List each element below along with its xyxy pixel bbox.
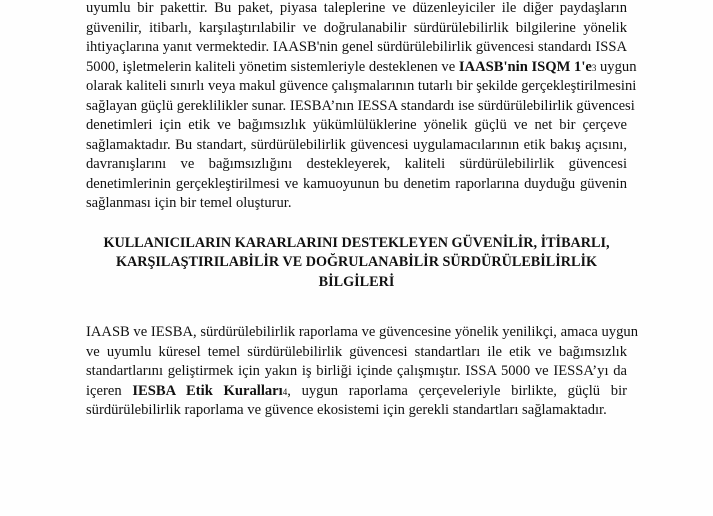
text-line: uyumlu bir pakettir. Bu paket, piyasa taleplerine ve düzenleyiciler ile diğer paydaşların xyxy=(86,0,627,16)
text-line xyxy=(86,382,627,402)
text-run: , uygun raporlama çerçeveleriyle birlikte, güçlü bir xyxy=(287,382,627,399)
paragraph-intro xyxy=(86,0,637,214)
text-line: sürdürülebilirlik raporlama ve güvence ekosistemi için gerekli standartları sağlamaktadır. xyxy=(86,402,607,418)
section-heading xyxy=(86,234,627,292)
heading-line: KARŞILAŞTIRILABİLİR VE DOĞRULANABİLİR SÜRDÜRÜLEBİLİRLİK xyxy=(115,254,598,271)
text-line: davranışlarını ve bağımsızlığını destekleyerek, kaliteli sürdürülebilirlik güvencesi xyxy=(86,156,627,172)
text-line: sağlayan güçlü gereklilikler sunar. IESBA’nın IESSA standardı ise sürdürülebilirlik güvencesi xyxy=(86,97,635,114)
text-run: uygun xyxy=(596,58,637,75)
text-line: sağlamaktadır. Bu standart, sürdürülebilirlik güvencesi uygulamacılarının etik bakış açısını, xyxy=(86,136,627,153)
text-run: 5000, işletmelerin kaliteli yönetim sistemleriyle desteklenen ve xyxy=(86,58,459,75)
text-line: ihtiyaçlarına yanıt vermektedir. IAASB'nin genel sürdürülebilirlik güvencesi standardı ISSA xyxy=(86,39,627,55)
footnote-marker-3[interactable]: 3 xyxy=(591,62,597,73)
text-line: standartlarını geliştirmek için yakın iş birliği içinde çalışmıştır. ISSA 5000 ve IESSA’yı da xyxy=(86,363,627,379)
text-line: güvenilir, itibarlı, karşılaştırılabilir ve doğrulanabilir sürdürülebilirlik bilgilerine yönelik xyxy=(86,19,627,36)
heading-line: BİLGİLERİ xyxy=(318,273,395,290)
text-line xyxy=(86,58,637,78)
footnote-marker-4[interactable]: 4 xyxy=(282,386,288,397)
text-line: olarak kaliteli sınırlı veya makul güvence çalışmalarının tutarlı bir şekilde gerçekleştirilmesini xyxy=(86,78,637,94)
paragraph-collaboration xyxy=(86,323,638,421)
isqm-reference: IAASB'nin ISQM 1'e xyxy=(458,58,592,75)
iesba-code-reference: IESBA Etik Kuralları xyxy=(132,382,283,399)
text-line: IAASB ve IESBA, sürdürülebilirlik raporlama ve güvencesine yönelik yenilikçi, amaca uygun xyxy=(86,324,638,340)
text-line: denetimleri için etik ve bağımsızlık yükümlülüklerine yönelik güçlü ve net bir çerçeve xyxy=(86,117,627,133)
text-line: sağlanması için bir temel oluşturur. xyxy=(86,195,292,211)
text-line: denetimlerinin gerçekleştirilmesi ve kamuoyunun bu denetim raporlarına duyduğu güvenin xyxy=(86,175,627,192)
text-line: ve uyumlu küresel temel sürdürülebilirlik güvencesi standartları ile etik ve bağımsızlık xyxy=(86,343,627,360)
heading-line: KULLANICILARIN KARARLARINI DESTEKLEYEN GÜVENİLİR, İTİBARLI, xyxy=(103,235,610,251)
text-run: içeren xyxy=(86,382,133,399)
